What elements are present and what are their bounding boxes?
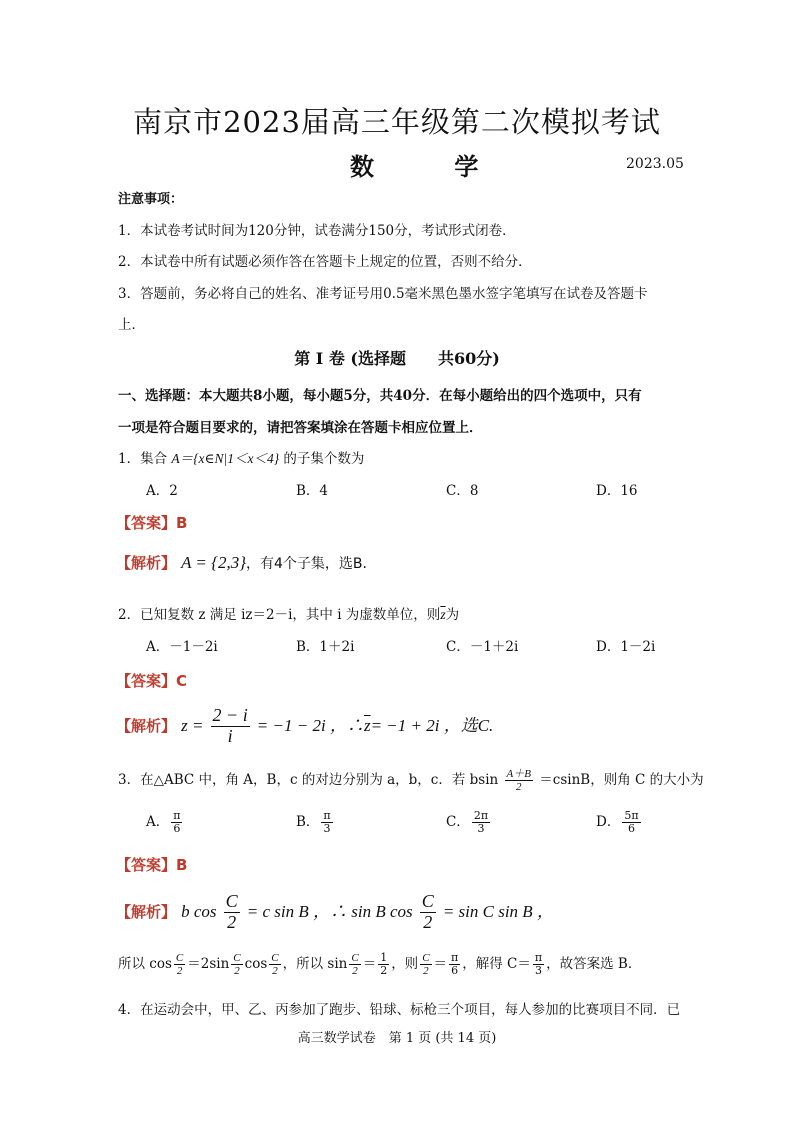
- q3-l2-part-2: ＝2sin: [187, 956, 230, 973]
- q3-l2-frac-7: [449, 952, 460, 977]
- q3-option-b-den: 3: [323, 822, 331, 836]
- q2-fraction-denominator: i: [227, 725, 233, 746]
- q3-l2-frac-1-num: C: [175, 952, 184, 964]
- q1-answer-value: B: [176, 514, 188, 532]
- notice-item-2: 2．本试卷中所有试题必须作答在答题卡上规定的位置，否则不给分．: [118, 254, 532, 270]
- q3-option-b: [296, 810, 335, 835]
- q3-l2-frac-2-num: C: [233, 952, 241, 964]
- q3-option-a-letter: A．: [146, 814, 170, 831]
- q1-stem-suffix: 的子集个数为: [279, 451, 365, 467]
- q3-analysis-frac-1-num: C: [225, 891, 238, 911]
- q3-l2-part-3: cos: [244, 956, 268, 973]
- q3-option-c-num: 2π: [473, 809, 489, 822]
- section-intro-line2: 一项是符合题目要求的，请把答案填涂在答题卡相应位置上．: [118, 420, 483, 436]
- q3-l2-frac-5: [378, 952, 389, 977]
- q3-l2-frac-6: [420, 952, 431, 977]
- q3-option-c-frac: [472, 810, 490, 835]
- q1-option-b: B．4: [296, 483, 329, 499]
- q3-answer-value: B: [176, 856, 188, 874]
- q3-analysis-a1-mid: = c sin B ，∴ sin B cos: [246, 901, 413, 921]
- q3-l2-frac-6-den: 2: [423, 965, 429, 978]
- q3-option-c-letter: C．: [446, 814, 470, 831]
- q3-stem-denominator: 2: [516, 781, 522, 794]
- q3-analysis-frac-2: [420, 892, 436, 933]
- q3-option-b-num: π: [323, 809, 331, 822]
- q3-l2-frac-3: [269, 952, 280, 977]
- notice-item-3-cont: 上．: [118, 317, 145, 333]
- q3-l2-part-9: ，故答案选 B．: [546, 956, 642, 973]
- q2-option-b: B．1＋2i: [296, 639, 355, 655]
- q1-stem: [118, 447, 364, 467]
- q3-option-a: [146, 810, 184, 835]
- q3-l2-frac-5-num: 1: [380, 951, 388, 964]
- q3-l2-part-8: ，解得 C＝: [462, 956, 531, 973]
- q3-option-b-frac: [321, 810, 332, 835]
- q2-option-d: D．1－2i: [596, 639, 656, 655]
- q2-stem: [118, 603, 459, 623]
- page-footer: 高三数学试卷 第 1 页 (共 14 页): [297, 1031, 497, 1046]
- q2-analysis-conj: $\overline{z}$: [363, 715, 371, 735]
- q3-option-a-den: 6: [173, 822, 181, 836]
- q2-analysis-mid: = −1 − 2i ，∴: [256, 715, 364, 735]
- q3-stem-numerator: A＋B: [506, 768, 531, 780]
- q2-option-a: A．－1－2i: [146, 639, 218, 655]
- q1-analysis: [116, 552, 367, 573]
- q3-answer-label: 【答案】: [116, 856, 177, 874]
- q3-option-b-letter: B．: [296, 814, 320, 831]
- q3-option-d-num: 5π: [624, 809, 639, 822]
- q3-l2-frac-2: [231, 952, 242, 977]
- q1-option-a: A．2: [146, 483, 178, 499]
- subject-heading: 数 学: [350, 152, 515, 181]
- q2-stem-text: 2．已知复数 z 满足 iz＝2－i，其中 i 为虚数单位，则: [118, 607, 441, 623]
- q2-analysis-z: z =: [181, 715, 204, 735]
- q1-stem-math: A＝{x∈N|1＜x＜4}: [171, 451, 280, 466]
- q2-analysis-fraction: [211, 706, 250, 747]
- exam-date: 2023.05: [626, 156, 684, 172]
- q3-option-a-frac: [171, 810, 182, 835]
- q3-l2-frac-3-den: 2: [272, 965, 278, 978]
- notice-item-1: 1．本试卷考试时间为120分钟，试卷满分150分，考试形式闭卷．: [118, 223, 516, 239]
- q2-answer: [116, 670, 187, 691]
- q3-l2-frac-8-num: π: [534, 951, 543, 964]
- q1-answer: [116, 512, 187, 533]
- q3-l2-part-5: ＝: [362, 956, 377, 973]
- q3-option-a-num: π: [173, 809, 181, 822]
- q3-l2-frac-5-den: 2: [380, 964, 388, 978]
- q2-analysis: [116, 706, 493, 747]
- q1-analysis-math: A = {2,3}: [181, 553, 247, 572]
- q1-analysis-text: ，有4个子集，选B.: [246, 556, 367, 572]
- q2-option-c: C．－1＋2i: [446, 639, 519, 655]
- section-title: 第 I 卷 (选择题 共60分): [294, 349, 500, 368]
- q3-stem-suffix: ＝csinB，则角 C 的大小为: [539, 772, 704, 789]
- q3-stem-prefix: 3．在△ABC 中，角 A，B，c 的对边分别为 a，b，c．若 bsin: [118, 772, 499, 789]
- q3-option-d-den: 6: [627, 822, 635, 836]
- q3-analysis-a2-end: = sin C sin B ，: [442, 901, 554, 921]
- q3-analysis-frac-2-den: 2: [423, 911, 433, 932]
- q3-l2-part-1: 所以 cos: [118, 956, 172, 973]
- q3-analysis-a1-pre: b cos: [181, 901, 217, 921]
- q4-stem: 4．在运动会中，甲、乙、丙参加了跑步、铅球、标枪三个项目，每人参加的比赛项目不同．已: [118, 1002, 681, 1018]
- q2-stem-conj: $\overline{z}$: [440, 607, 446, 622]
- q3-l2-frac-4: [349, 952, 360, 977]
- q3-option-d-letter: D．: [596, 814, 621, 831]
- q3-analysis-frac-1: [224, 892, 240, 933]
- exam-title: 南京市2023届高三年级第二次模拟考试: [133, 105, 661, 139]
- q2-analysis-end: = −1 + 2i ，选C.: [370, 715, 494, 735]
- q1-analysis-label: 【解析】: [116, 554, 177, 572]
- q3-l2-frac-6-num: C: [422, 952, 430, 964]
- q2-analysis-label: 【解析】: [116, 716, 177, 735]
- q3-analysis: [116, 892, 554, 933]
- q2-answer-label: 【答案】: [116, 672, 177, 690]
- q1-option-c: C．8: [446, 483, 479, 499]
- q3-l2-frac-3-num: C: [271, 952, 279, 964]
- q3-l2-frac-2-den: 2: [234, 965, 240, 978]
- q3-l2-frac-8-den: 3: [535, 964, 542, 978]
- q1-option-d: D．16: [596, 483, 638, 499]
- q3-analysis-line2: [118, 952, 641, 977]
- q1-answer-label: 【答案】: [116, 514, 177, 532]
- q3-option-c-den: 3: [477, 822, 485, 836]
- q3-analysis-frac-1-den: 2: [227, 911, 237, 932]
- q3-l2-frac-1-den: 2: [176, 965, 183, 978]
- q3-l2-part-6: ，则: [391, 956, 419, 973]
- q3-l2-part-7: ＝: [433, 956, 448, 973]
- notice-item-3: 3．答题前，务必将自己的姓名、准考证号用0.5毫米黑色墨水签字笔填写在试卷及答题卡: [118, 286, 648, 302]
- q2-answer-value: C: [176, 672, 188, 690]
- q3-l2-frac-1: [174, 952, 185, 977]
- q3-l2-frac-4-den: 2: [352, 965, 358, 978]
- q3-l2-frac-8: [533, 952, 544, 977]
- section-intro-line1: 一、选择题：本大题共8小题，每小题5分，共40分．在每小题给出的四个选项中，只有: [118, 388, 642, 404]
- q3-analysis-label: 【解析】: [116, 902, 177, 921]
- q1-stem-prefix: 1．集合: [118, 451, 172, 467]
- q3-stem: [118, 768, 704, 793]
- q3-option-c: [446, 810, 492, 835]
- q3-stem-fraction: [505, 768, 533, 793]
- q2-stem-end: 为: [445, 607, 460, 623]
- q3-option-d: [596, 810, 643, 835]
- q3-answer: [116, 854, 187, 875]
- q3-l2-part-4: ，所以 sin: [282, 956, 348, 973]
- q3-l2-frac-4-num: C: [351, 952, 359, 964]
- notice-heading: 注意事项：: [118, 192, 184, 207]
- q3-option-d-frac: [622, 810, 640, 835]
- q3-l2-frac-7-num: π: [451, 951, 459, 964]
- q2-fraction-numerator: 2 − i: [212, 705, 248, 725]
- q3-l2-frac-7-den: 6: [451, 964, 459, 978]
- q3-analysis-frac-2-num: C: [421, 891, 434, 911]
